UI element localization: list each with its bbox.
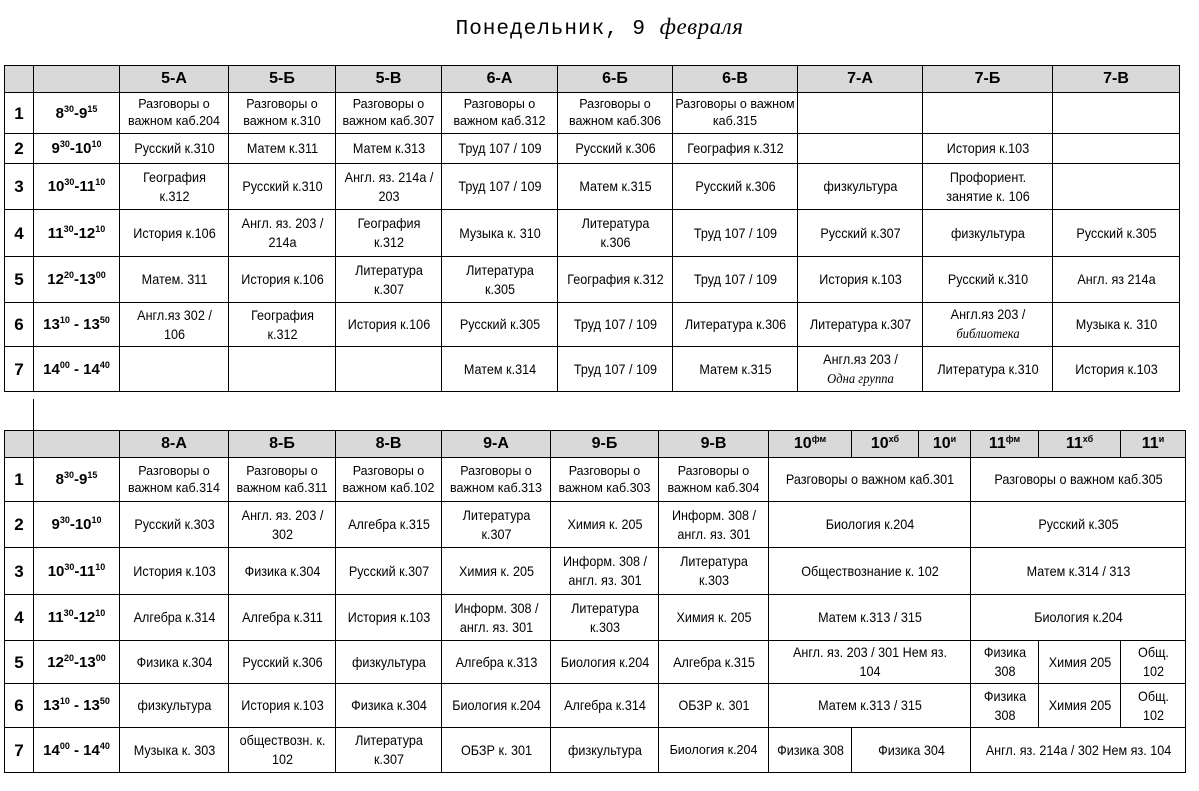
lesson-cell: Физика 308 [773,728,848,773]
lesson-cell: Разговоры о важном каб.306 [558,93,673,134]
lesson-cell: Биология к.204 [556,641,653,684]
lesson-cell: Физика к.304 [125,641,223,684]
table-row [5,210,1180,257]
lesson-cell: История к.106 [234,257,330,303]
lesson-cell: Литература к.310 [929,347,1046,392]
table-header-row [5,431,1186,458]
lesson-cell: Разговоры о важном каб.314 [120,458,229,502]
class-header: 6-А [442,66,558,93]
lesson-cell: Англ.яз 302 / 106 [125,303,223,347]
lesson-cell: ОБЗР к. 301 [664,684,763,728]
lesson-cell: Англ. яз. 203 / 301 Нем яз. 104 [779,641,961,684]
table-row [5,164,1180,210]
lesson-cell: физкультура [929,210,1046,257]
class-header: $10^и$ [919,431,971,458]
class-header: $11^и$ [1121,431,1186,458]
lesson-cell: Обществознание к. 102 [779,548,961,595]
lesson-cell: ОБЗР к. 301 [447,728,545,773]
class-header: 6-В [673,66,798,93]
lesson-time: $9^{30}-10^{10}$ [34,502,120,548]
lesson-cell: Русский к.306 [563,134,667,164]
lesson-cell: Русский к.306 [679,164,792,210]
lesson-cell: Биология к.204 [981,595,1175,641]
lesson-cell: Разговоры о важном каб.315 [673,93,798,134]
lesson-number: 4 [5,210,34,257]
lesson-cell [1059,164,1173,210]
lesson-cell: История к.103 [341,595,436,641]
class-header: 8-А [120,431,229,458]
lesson-cell: Химия к. 205 [556,502,653,548]
lesson-cell: История к.106 [341,303,436,347]
lesson-cell: Алгебра к.314 [125,595,223,641]
lesson-cell: Литература к.307 [447,502,545,548]
lesson-cell: Литература к.306 [679,303,792,347]
lesson-time: $9^{30}-10^{10}$ [34,134,120,164]
lesson-number: 3 [5,164,34,210]
lesson-cell [1059,93,1173,134]
lesson-cell [804,93,917,134]
class-header: $10^{фм}$ [769,431,852,458]
lesson-cell: Музыка к. 310 [447,210,551,257]
lesson-cell: Англ. яз. 203 / 214а [234,210,330,257]
table-header-row [5,66,1180,93]
lesson-cell: Русский к.307 [341,548,436,595]
schedule-table-8-11 [4,430,1186,773]
lesson-cell: Химия к. 205 [447,548,545,595]
lesson-time: $10^{30}-11^{10}$ [34,548,120,595]
lesson-number: 1 [5,93,34,134]
table-row [5,134,1180,164]
lesson-cell: Англ.яз 203 / библиотека [929,303,1046,347]
lesson-cell: География к.312 [563,257,667,303]
lesson-cell: Химия 205 [1043,684,1117,728]
class-header: 5-А [120,66,229,93]
lesson-time: $11^{30}-12^{10}$ [34,595,120,641]
lesson-cell: Литература к.303 [556,595,653,641]
table-row [5,641,1186,684]
lesson-cell: Физика 308 [974,684,1035,728]
class-header: 5-Б [229,66,336,93]
lesson-cell: География к.312 [341,210,436,257]
lesson-cell: Информ. 308 / англ. яз. 301 [556,548,653,595]
lesson-cell: Русский к.310 [234,164,330,210]
lesson-cell: Русский к.307 [804,210,917,257]
title-weekday: Понедельник, 9 [455,18,647,41]
lesson-cell: Биология к.204 [659,728,769,773]
lesson-cell: Матем к.313 / 315 [779,595,961,641]
lesson-cell: Русский к.303 [125,502,223,548]
table-row [5,93,1180,134]
lesson-cell: физкультура [804,164,917,210]
table-row [5,347,1180,392]
lesson-cell: Биология к.204 [779,502,961,548]
lesson-cell: обществозн. к. 102 [234,728,330,773]
lesson-cell: Литература к.307 [341,728,436,773]
lesson-time: $13^{10} - 13^{50}$ [34,684,120,728]
lesson-cell: Матем к.314 / 313 [981,548,1175,595]
class-header: 9-В [659,431,769,458]
lesson-cell [804,134,917,164]
lesson-cell: Англ. яз. 214а / 203 [341,164,436,210]
lesson-cell: Химия к. 205 [664,595,763,641]
lesson-cell: Информ. 308 / англ. яз. 301 [447,595,545,641]
class-header: $11^{фм}$ [971,431,1039,458]
lesson-cell: История к.103 [1059,347,1173,392]
table-row [5,595,1186,641]
lesson-cell: Матем к.313 [341,134,436,164]
title-month: февраля [659,14,744,39]
note-italic: Одна группа [826,371,894,387]
lesson-cell: Разговоры о важном каб.304 [659,458,769,502]
table-row [5,303,1180,347]
lesson-cell: Литература к.303 [664,548,763,595]
lesson-cell: История к.103 [234,684,330,728]
lesson-cell: Информ. 308 / англ. яз. 301 [664,502,763,548]
lesson-time: $13^{10} - 13^{50}$ [34,303,120,347]
lesson-cell: физкультура [556,728,653,773]
lesson-number: 7 [5,728,34,773]
lesson-cell: История к.103 [804,257,917,303]
lesson-cell [341,347,436,392]
lesson-cell: Разговоры о важном каб.303 [551,458,659,502]
lesson-cell: Труд 107 / 109 [447,134,551,164]
lesson-cell: Профориент. занятие к. 106 [929,164,1046,210]
lesson-cell: Алгебра к.311 [234,595,330,641]
lesson-cell: Матем к.315 [563,164,667,210]
table-row [5,257,1180,303]
table-row [5,684,1186,728]
lesson-cell: Физика к.304 [341,684,436,728]
lesson-cell: Физика 304 [857,728,964,773]
lesson-number: 3 [5,548,34,595]
header-empty [34,431,120,458]
lesson-cell: Труд 107 / 109 [679,210,792,257]
lesson-number: 4 [5,595,34,641]
lesson-cell [1059,134,1173,164]
lesson-cell: Труд 107 / 109 [447,164,551,210]
lesson-cell: Матем. 311 [125,257,223,303]
lesson-cell: Алгебра к.313 [447,641,545,684]
lesson-number: 5 [5,257,34,303]
section-divider [33,399,34,430]
lesson-time: $14^{00} - 14^{40}$ [34,728,120,773]
header-empty [5,431,34,458]
lesson-cell: Русский к.305 [1059,210,1173,257]
lesson-cell: Англ. яз. 214а / 302 Нем яз. 104 [981,728,1175,773]
lesson-cell: Англ. яз. 203 / 302 [234,502,330,548]
table-row [5,548,1186,595]
lesson-cell: История к.103 [929,134,1046,164]
lesson-cell: Разговоры о важном каб.305 [981,458,1175,502]
lesson-cell: Разговоры о важном к.310 [229,93,336,134]
lesson-cell: Физика к.304 [234,548,330,595]
lesson-cell: Русский к.305 [981,502,1175,548]
lesson-cell: Музыка к. 303 [125,728,223,773]
lesson-cell: Матем к.314 [447,347,551,392]
lesson-cell: Англ. яз 214а [1059,257,1173,303]
lesson-cell: Труд 107 / 109 [679,257,792,303]
lesson-cell: Музыка к. 310 [1059,303,1173,347]
lesson-number: 2 [5,134,34,164]
lesson-cell: Разговоры о важном каб.102 [336,458,442,502]
lesson-cell: физкультура [125,684,223,728]
lesson-cell: Общ. 102 [1124,684,1183,728]
lesson-cell: Литература к.307 [341,257,436,303]
class-header: 6-Б [558,66,673,93]
lesson-cell: Разговоры о важном каб.301 [779,458,961,502]
lesson-cell: Биология к.204 [447,684,545,728]
class-header: 5-В [336,66,442,93]
lesson-cell: Разговоры о важном каб.312 [442,93,558,134]
class-header: 8-Б [229,431,336,458]
class-header: $11^{хб}$ [1039,431,1121,458]
lesson-cell: Алгебра к.314 [556,684,653,728]
table-row [5,728,1186,773]
lesson-time: $14^{00} - 14^{40}$ [34,347,120,392]
schedule-table-5-7 [4,65,1180,392]
lesson-number: 6 [5,303,34,347]
class-header: 7-А [798,66,923,93]
lesson-cell: Алгебра к.315 [664,641,763,684]
table-row [5,502,1186,548]
lesson-cell: История к.106 [125,210,223,257]
lesson-cell: Англ.яз 203 / Одна группа [804,347,917,392]
class-header: 9-Б [551,431,659,458]
lesson-cell: Русский к.305 [447,303,551,347]
lesson-cell: География к.312 [679,134,792,164]
lesson-cell: Русский к.310 [929,257,1046,303]
lesson-cell: Разговоры о важном каб.307 [336,93,442,134]
class-header: 7-Б [923,66,1053,93]
lesson-cell [125,347,223,392]
lesson-number: 2 [5,502,34,548]
lesson-cell: Общ. 102 [1124,641,1183,684]
lesson-cell: Матем к.315 [679,347,792,392]
lesson-time: $8^{30}-9^{15}$ [34,458,120,502]
lesson-number: 7 [5,347,34,392]
lesson-cell: Алгебра к.315 [341,502,436,548]
header-empty [5,66,34,93]
lesson-time: $12^{20}-13^{00}$ [34,257,120,303]
class-header: 7-В [1053,66,1180,93]
header-empty [34,66,120,93]
class-header: 8-В [336,431,442,458]
lesson-cell: Разговоры о важном каб.311 [229,458,336,502]
lesson-time: $11^{30}-12^{10}$ [34,210,120,257]
lesson-cell: физкультура [341,641,436,684]
lesson-cell: География к.312 [125,164,223,210]
lesson-time: $10^{30}-11^{10}$ [34,164,120,210]
lesson-cell [234,347,330,392]
class-header: $10^{хб}$ [852,431,919,458]
lesson-cell: Литература к.306 [563,210,667,257]
lesson-time: $8^{30}-9^{15}$ [34,93,120,134]
lesson-cell: Труд 107 / 109 [563,303,667,347]
class-header: 9-А [442,431,551,458]
lesson-time: $12^{20}-13^{00}$ [34,641,120,684]
lesson-cell: Матем к.313 / 315 [779,684,961,728]
lesson-number: 5 [5,641,34,684]
lesson-cell [929,93,1046,134]
lesson-number: 6 [5,684,34,728]
lesson-cell: Литература к.305 [447,257,551,303]
lesson-cell: География к.312 [234,303,330,347]
lesson-cell: Разговоры о важном каб.204 [120,93,229,134]
table-row [5,458,1186,502]
lesson-cell: Труд 107 / 109 [563,347,667,392]
page-title [0,14,1199,41]
lesson-cell: История к.103 [125,548,223,595]
lesson-cell: Разговоры о важном каб.313 [442,458,551,502]
lesson-cell: Химия 205 [1043,641,1117,684]
note-italic: библиотека [955,327,1020,342]
lesson-cell: Матем к.311 [234,134,330,164]
lesson-cell: Русский к.306 [234,641,330,684]
lesson-cell: Русский к.310 [125,134,223,164]
lesson-cell: Литература к.307 [804,303,917,347]
lesson-number: 1 [5,458,34,502]
lesson-cell: Физика 308 [974,641,1035,684]
